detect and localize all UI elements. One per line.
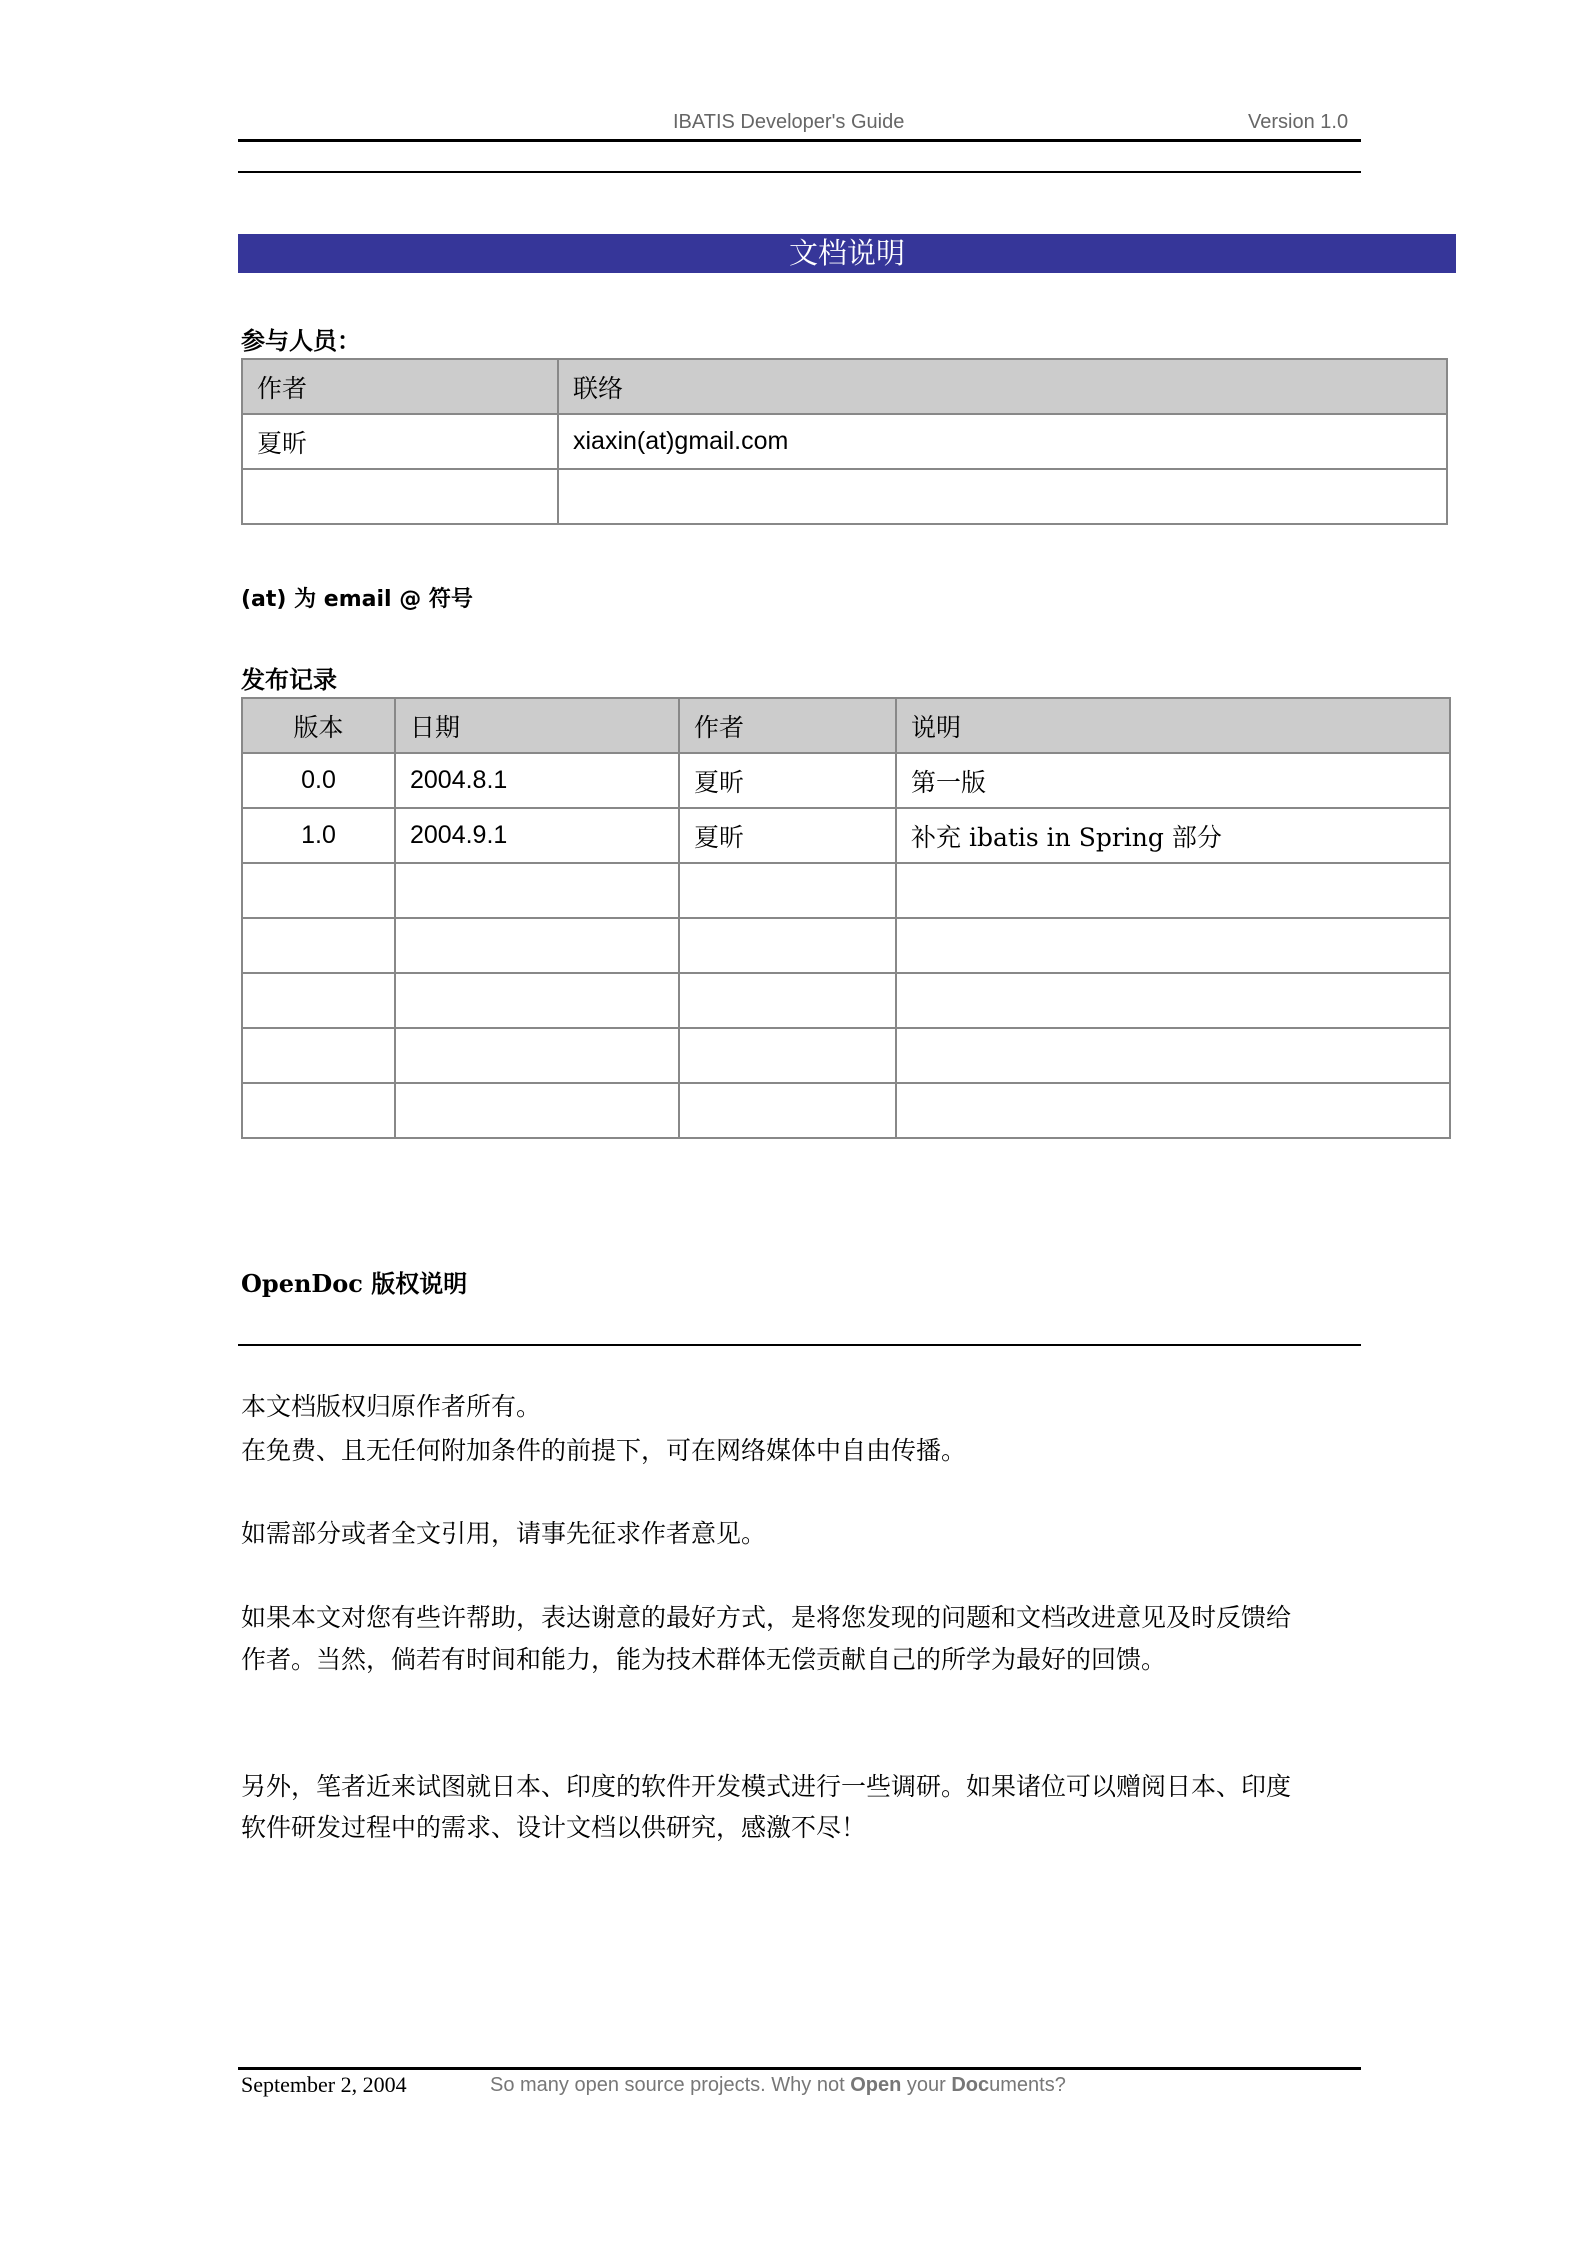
table-row — [242, 918, 1450, 973]
table-cell — [896, 863, 1450, 918]
table-cell: 夏昕 — [679, 808, 896, 863]
slogan-open: Open — [850, 2074, 902, 2096]
table-cell: 0.0 — [242, 753, 395, 808]
table-cell — [395, 1028, 679, 1083]
slogan-text: uments? — [989, 2074, 1066, 2096]
footer-rule — [238, 2067, 1361, 2070]
table-cell — [242, 973, 395, 1028]
table-cell: 第一版 — [896, 753, 1450, 808]
table-cell: 2004.9.1 — [395, 808, 679, 863]
table-cell: xiaxin(at)gmail.com — [558, 414, 1447, 469]
paragraph: 如需部分或者全文引用，请事先征求作者意见。 — [241, 1519, 767, 1548]
table-cell — [395, 973, 679, 1028]
table-header-row — [242, 698, 1450, 753]
table-cell — [242, 863, 395, 918]
table-cell — [679, 1028, 896, 1083]
table-row — [242, 973, 1450, 1028]
table-row — [242, 808, 1450, 863]
table-cell — [242, 1028, 395, 1083]
column-header: 版本 — [242, 698, 395, 753]
table-cell — [395, 1083, 679, 1138]
paragraph: 本文档版权归原作者所有。 — [241, 1392, 542, 1421]
table-row — [242, 753, 1450, 808]
footer-slogan — [490, 2074, 1066, 2097]
table-cell — [679, 1083, 896, 1138]
table-cell: 1.0 — [242, 808, 395, 863]
releases-heading: 发布记录 — [241, 666, 337, 694]
releases-table — [241, 697, 1451, 1139]
table-cell — [679, 863, 896, 918]
header-rule-2 — [238, 171, 1361, 173]
table-cell: 夏昕 — [679, 753, 896, 808]
header-rule — [238, 139, 1361, 142]
section-banner: 文档说明 — [238, 234, 1456, 273]
table-cell — [679, 918, 896, 973]
column-header: 日期 — [395, 698, 679, 753]
table-cell — [242, 1083, 395, 1138]
table-cell — [896, 918, 1450, 973]
paragraph: 如果本文对您有些许帮助，表达谢意的最好方式，是将您发现的问题和文档改进意见及时反馈给 — [241, 1603, 1292, 1632]
footer-date: September 2, 2004 — [241, 2072, 407, 2097]
table-cell — [242, 918, 395, 973]
table-cell — [395, 918, 679, 973]
column-header: 作者 — [679, 698, 896, 753]
table-cell — [679, 973, 896, 1028]
table-header-row — [242, 359, 1447, 414]
table-cell — [558, 469, 1447, 524]
table-cell — [896, 1028, 1450, 1083]
table-cell — [896, 1083, 1450, 1138]
table-row — [242, 863, 1450, 918]
email-note: (at) 为 email @ 符号 — [241, 587, 473, 612]
slogan-text: So many open source projects. Why not — [490, 2074, 851, 2096]
paragraph: 在免费、且无任何附加条件的前提下，可在网络媒体中自由传播。 — [241, 1436, 967, 1465]
paragraph: 另外，笔者近来试图就日本、印度的软件开发模式进行一些调研。如果诸位可以赠阅日本、印度 — [241, 1772, 1292, 1801]
paragraph: 软件研发过程中的需求、设计文档以供研究，感激不尽！ — [241, 1813, 867, 1842]
table-cell: 夏昕 — [242, 414, 558, 469]
participants-heading: 参与人员： — [241, 327, 361, 355]
table-row — [242, 414, 1447, 469]
table-cell: 补充 ibatis in Spring 部分 — [896, 808, 1450, 863]
table-cell — [242, 469, 558, 524]
table-row — [242, 1028, 1450, 1083]
header-version: Version 1.0 — [1248, 111, 1349, 133]
slogan-text: your — [901, 2074, 952, 2096]
section-rule — [238, 1344, 1361, 1346]
table-row — [242, 1083, 1450, 1138]
header-title: IBATIS Developer's Guide — [673, 111, 905, 133]
copyright-heading: OpenDoc 版权说明 — [241, 1269, 468, 1298]
slogan-doc: Doc — [951, 2074, 990, 2096]
table-cell — [896, 973, 1450, 1028]
column-header: 联络 — [558, 359, 1447, 414]
table-cell: 2004.8.1 — [395, 753, 679, 808]
participants-table — [241, 358, 1448, 525]
table-cell — [395, 863, 679, 918]
table-row — [242, 469, 1447, 524]
column-header: 说明 — [896, 698, 1450, 753]
paragraph: 作者。当然，倘若有时间和能力，能为技术群体无偿贡献自己的所学为最好的回馈。 — [241, 1645, 1167, 1674]
column-header: 作者 — [242, 359, 558, 414]
